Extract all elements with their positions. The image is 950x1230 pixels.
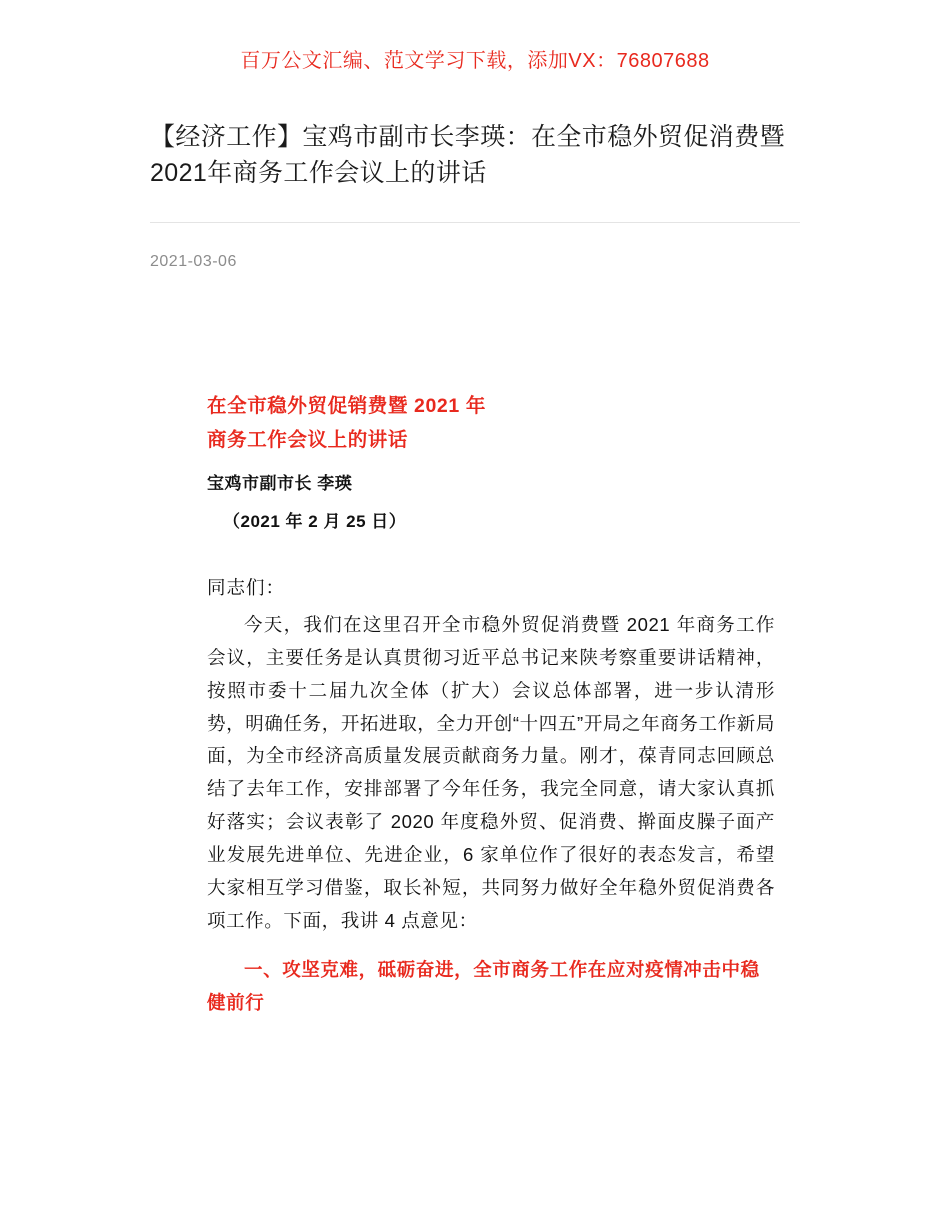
page-title: 【经济工作】宝鸡市副市长李瑛：在全市稳外贸促消费暨2021年商务工作会议上的讲话 (150, 123, 786, 188)
document-date: （2021 年 2 月 25 日） (223, 511, 407, 531)
publish-date: 2021-03-06 (150, 252, 237, 270)
promo-banner: 百万公文汇编、范文学习下载，添加VX：76807688 (240, 50, 710, 72)
document-title-line-2: 商务工作会议上的讲话 (207, 428, 409, 451)
document-title (207, 389, 775, 457)
document-author: 宝鸡市副市长 李瑛 (207, 473, 353, 493)
document-body (207, 389, 775, 1020)
body-paragraph: 今天，我们在这里召开全市稳外贸促消费暨 2021 年商务工作会议，主要任务是认真贯彻习近平总书记来陕考察重要讲话精神，按照市委十二届九次全体（扩大）会议总体部署，进一步认清形势，明确任务，开拓进取，全力开创“十四五”开局之年商务工作新局面，为全市经济高质量发展贡献商务力量。刚才，葆青同志回顾总结了去年工作，安排部署了今年任务，我完全同意，请大家认真抓好落实；会议表彰了 2020 年度稳外贸、促消费、擀面皮臊子面产业发展先进单位、先进企业，6 家单位作了很好的表态发言，希望大家相互学习借鉴，取长补短，共同努力做好全年稳外贸促消费各项工作。下面，我讲 4 点意见： (207, 613, 775, 932)
salutation: 同志们： (207, 576, 286, 598)
article-header (150, 119, 800, 271)
title-divider (150, 222, 800, 223)
section-heading-1: 一、攻坚克难，砥砺奋进，全市商务工作在应对疫情冲击中稳健前行 (207, 958, 760, 1013)
document-title-line-1: 在全市稳外贸促销费暨 2021 年 (207, 394, 486, 417)
